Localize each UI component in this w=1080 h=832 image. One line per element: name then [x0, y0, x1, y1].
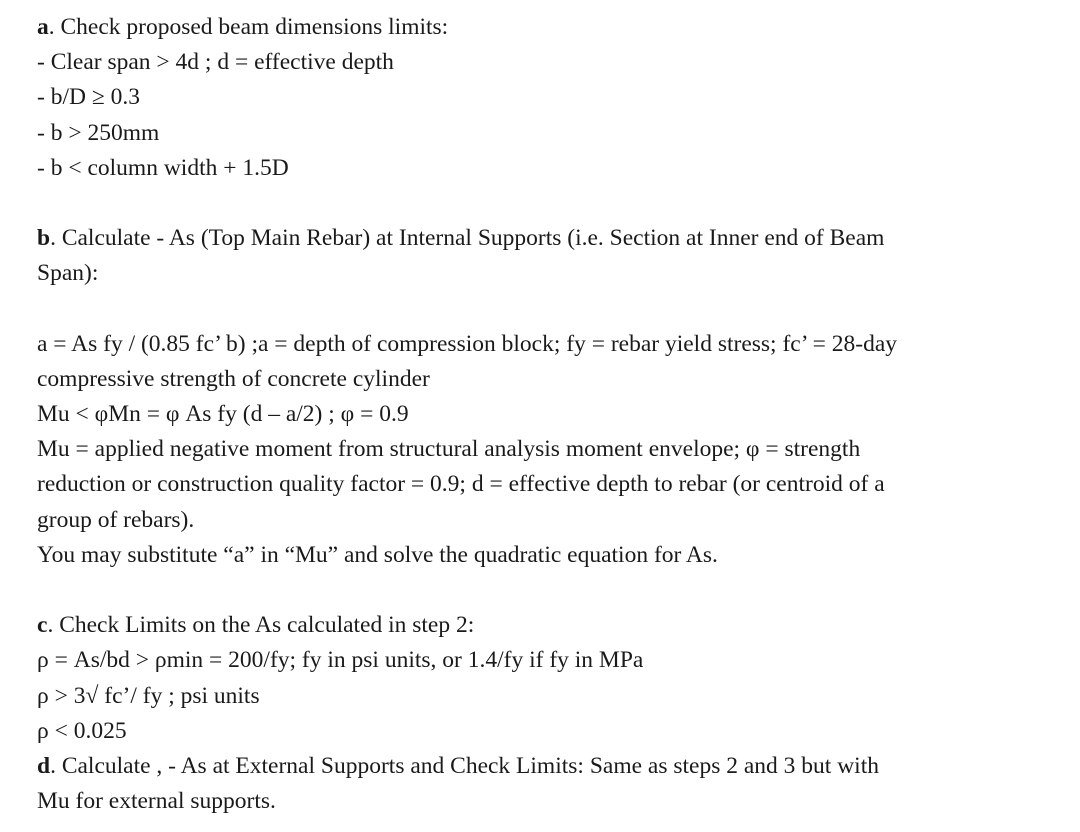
paragraph-gap: [37, 573, 1057, 608]
section-c-heading-text: . Check Limits on the As calculated in step 2:: [47, 612, 475, 639]
section-b-line-6: group of rebars).: [37, 506, 195, 533]
section-a-item-3: - b > 250mm: [37, 119, 160, 146]
section-d-heading: [37, 749, 1057, 784]
section-b-line-2: compressive strength of concrete cylinder: [37, 365, 430, 392]
section-a-heading: [37, 10, 1057, 45]
paragraph-gap: [37, 292, 1057, 327]
paragraph-gap: [37, 186, 1057, 221]
section-d-letter: d: [37, 752, 51, 779]
section-b-line-7: You may substitute “a” in “Mu” and solve the quadratic equation for As.: [37, 541, 718, 568]
section-b-letter: b: [37, 225, 51, 252]
section-d: [37, 749, 1057, 819]
section-a-item-4: - b < column width + 1.5D: [37, 154, 289, 181]
section-d-heading-text: . Calculate , - As at External Supports and Check Limits: Same as steps 2 and 3 but with: [50, 752, 879, 779]
section-b-heading-text: . Calculate - As (Top Main Rebar) at Internal Supports (i.e. Section at Inner end of Beam: [50, 225, 885, 252]
section-c-heading: [37, 608, 1057, 643]
section-b-line-3: Mu < φMn = φ As fy (d – a/2) ; φ = 0.9: [37, 401, 409, 428]
section-b-heading-continued: Span):: [37, 260, 99, 287]
section-b-heading: [37, 221, 1057, 256]
section-a: [37, 10, 1057, 186]
section-d-heading-continued: Mu for external supports.: [37, 788, 276, 815]
section-c: [37, 608, 1057, 749]
section-b: [37, 221, 1057, 573]
section-b-line-1: a = As fy / (0.85 fc’ b) ;a = depth of compression block; fy = rebar yield stress; fc’ = 28-day: [37, 330, 898, 357]
section-a-item-2: - b/D ≥ 0.3: [37, 84, 140, 111]
section-b-line-4: Mu = applied negative moment from structural analysis moment envelope; φ = strength: [37, 436, 861, 463]
section-c-letter: c: [37, 612, 48, 639]
section-b-line-5: reduction or construction quality factor = 0.9; d = effective depth to rebar (or centroid of a: [37, 471, 885, 498]
section-c-line-1: ρ = As/bd > ρmin = 200/fy; fy in psi units, or 1.4/fy if fy in MPa: [37, 647, 644, 674]
section-c-line-2: ρ > 3√ fc’/ fy ; psi units: [37, 682, 260, 709]
section-a-letter: a: [37, 14, 49, 40]
document-body: [37, 10, 1057, 819]
section-c-line-3: ρ < 0.025: [37, 717, 127, 744]
section-a-item-1: - Clear span > 4d ; d = effective depth: [37, 49, 394, 76]
section-a-heading-text: . Check proposed beam dimensions limits:: [48, 14, 449, 40]
